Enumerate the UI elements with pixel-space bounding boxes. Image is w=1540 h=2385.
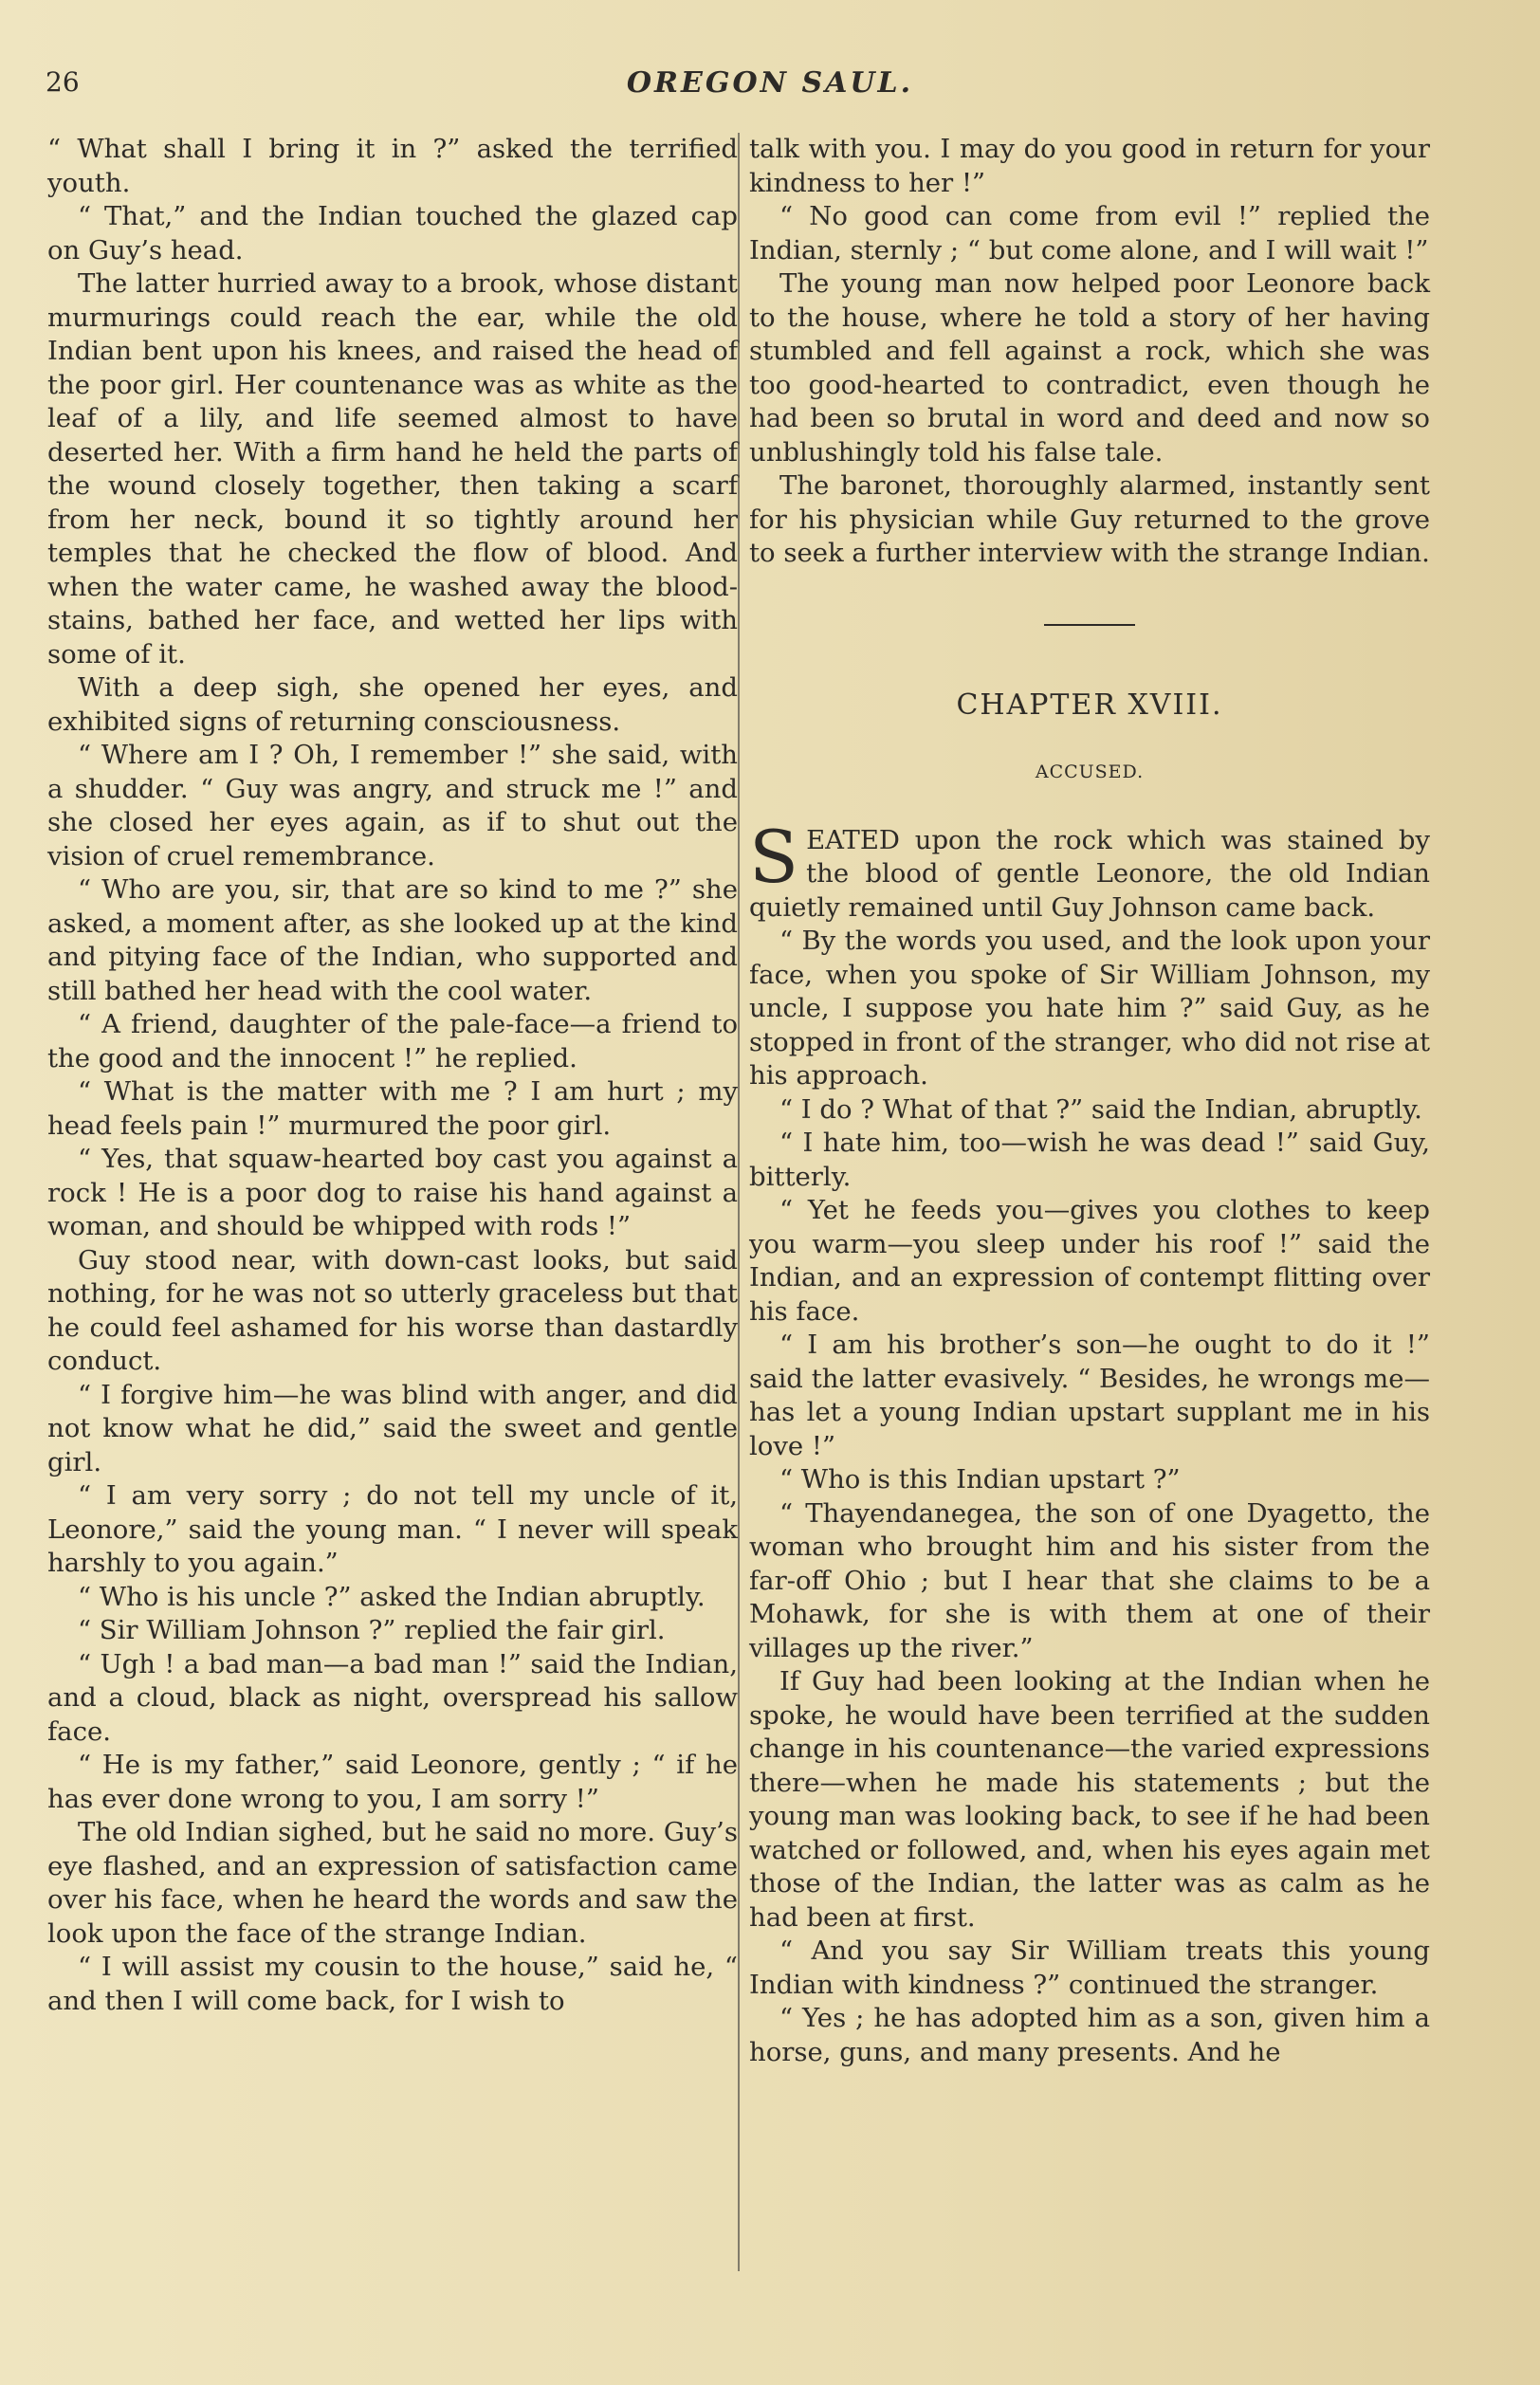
paragraph: “ What is the matter with me ? I am hurt ; my head feels pain !” murmured the poor girl.: [47, 1076, 738, 1141]
paragraph: “ Yes, that squaw-hearted boy cast you against a rock ! He is a poor dog to raise his hand against a woman, and should be whipped with rods !”: [47, 1144, 738, 1241]
drop-cap: S: [749, 814, 799, 899]
paragraph: “ I forgive him—he was blind with anger, and did not know what he did,” said the sweet and gentle girl.: [47, 1379, 738, 1477]
chapter-opening-paragraph: [749, 814, 1430, 926]
paragraph: “ I am very sorry ; do not tell my uncle of it, Leonore,” said the young man. “ I never will speak harshly to you again.”: [47, 1480, 738, 1578]
paragraph: “ Ugh ! a bad man—a bad man !” said the Indian, and a cloud, black as night, overspread his sallow face.: [47, 1648, 738, 1747]
paragraph: talk with you. I may do you good in return for your kindness to her !”: [749, 134, 1430, 198]
paragraph: “ I am his brother’s son—he ought to do it !” said the latter evasively. “ Besides, he wrongs me—has let a young Indian upstart supplant me in his love !”: [749, 1330, 1430, 1461]
paragraph: “ What shall I bring it in ?” asked the terrified youth.: [47, 134, 738, 198]
paragraph: “ Sir William Johnson ?” replied the fair girl.: [78, 1615, 666, 1645]
paragraph: “ That,” and the Indian touched the glazed cap on Guy’s head.: [47, 201, 738, 266]
chapter-opening-text: EATED upon the rock which was stained by the blood of gentle Leonore, the old Indian quietly remained until Guy Johnson came back.: [749, 824, 1430, 923]
page-number: 26: [46, 66, 80, 98]
paragraph: “ No good can come from evil !” replied the Indian, sternly ; “ but come alone, and I will wait !”: [749, 201, 1430, 266]
paragraph: “ I will assist my cousin to the house,” said he, “ and then I will come back, for I wish to: [47, 1952, 738, 2016]
paragraph: “ Yes ; he has adopted him as a son, given him a horse, guns, and many presents. And he: [749, 2003, 1430, 2067]
paragraph: “ Thayendanegea, the son of one Dyagetto, the woman who brought him and his sister from the far-off Ohio ; but I hear that she claims to be a Mohawk, for she is with them at one of their villages up the river.”: [749, 1497, 1430, 1663]
section-separator: [1044, 624, 1135, 626]
chapter-title: CHAPTER XVIII.: [956, 688, 1223, 722]
column-divider: [738, 133, 740, 2271]
paragraph: Guy stood near, with down-cast looks, but said nothing, for he was not so utterly graceless but that he could feel ashamed for his worse than dastardly conduct.: [47, 1244, 738, 1376]
paragraph: If Guy had been looking at the Indian when he spoke, he would have been terrified at the sudden change in his countenance—the varied expressions there—when he made his statements ; but the young man was looking back, to see if he had been watched or followed, and, when his eyes again met those of the Indian, the latter was as calm as he had been at first.: [749, 1666, 1430, 1933]
paragraph: The latter hurried away to a brook, whose distant murmurings could reach the ear, while the old Indian bent upon his knees, and raised the head of the poor girl. Her countenance was as white as the leaf of a lily, and life seemed almost to have deserted her. With a firm hand he held the parts of the wound closely together, then taking a scarf from her neck, bound it so tightly around her temples that he checked the flow of blood. And when the water came, he washed away the blood-stains, bathed her face, and wetted her lips with some of it.: [47, 268, 738, 670]
paragraph: “ He is my father,” said Leonore, gently ; “ if he has ever done wrong to you, I am sorry !”: [47, 1750, 738, 1814]
paragraph: “ I hate him, too—wish he was dead !” said Guy, bitterly.: [749, 1128, 1430, 1192]
paragraph: “ A friend, daughter of the pale-face—a friend to the good and the innocent !” he replied.: [47, 1009, 738, 1073]
paragraph: “ I do ? What of that ?” said the Indian, abruptly.: [779, 1093, 1422, 1125]
paragraph: The young man now helped poor Leonore back to the house, where he told a story of her having stumbled and fell against a rock, which she was too good-hearted to contradict, even though he had been so brutal in word and deed and now so unblushingly told his false tale.: [749, 268, 1430, 468]
right-column: [749, 133, 1430, 2069]
running-title: OREGON SAUL.: [626, 66, 914, 100]
paragraph: The baronet, thoroughly alarmed, instantly sent for his physician while Guy returned to the grove to seek a further interview with the strange Indian.: [749, 470, 1430, 568]
paragraph: “ Who is this Indian upstart ?”: [779, 1464, 1181, 1495]
paragraph: “ Where am I ? Oh, I remember !” she said, with a shudder. “ Guy was angry, and struck me !” and she closed her eyes again, as if to shut out the vision of cruel remembrance.: [47, 740, 738, 871]
paragraph: “ Who are you, sir, that are so kind to me ?” she asked, a moment after, as she looked up at the kind and pitying face of the Indian, who supported and still bathed her head with the cool water.: [47, 874, 738, 1006]
paragraph: “ Who is his uncle ?” asked the Indian abruptly.: [78, 1581, 706, 1612]
paragraph: “ Yet he feeds you—gives you clothes to keep you warm—you sleep under his roof !” said the Indian, and an expression of contempt flitting over his face.: [749, 1195, 1430, 1327]
paragraph: The old Indian sighed, but he said no more. Guy’s eye flashed, and an expression of satisfaction came over his face, when he heard the words and saw the look upon the face of the strange Indian.: [47, 1817, 738, 1949]
left-column: [47, 133, 738, 2018]
paragraph: “ By the words you used, and the look upon your face, when you spoke of Sir William Johnson, my uncle, I suppose you hate him ?” said Guy, as he stopped in front of the stranger, who did not rise at his approach.: [749, 926, 1430, 1091]
chapter-subtitle: ACCUSED.: [1035, 761, 1145, 782]
paragraph: With a deep sigh, she opened her eyes, and exhibited signs of returning consciousness.: [47, 672, 738, 737]
paragraph: “ And you say Sir William treats this young Indian with kindness ?” continued the stranger.: [749, 1936, 1430, 2000]
